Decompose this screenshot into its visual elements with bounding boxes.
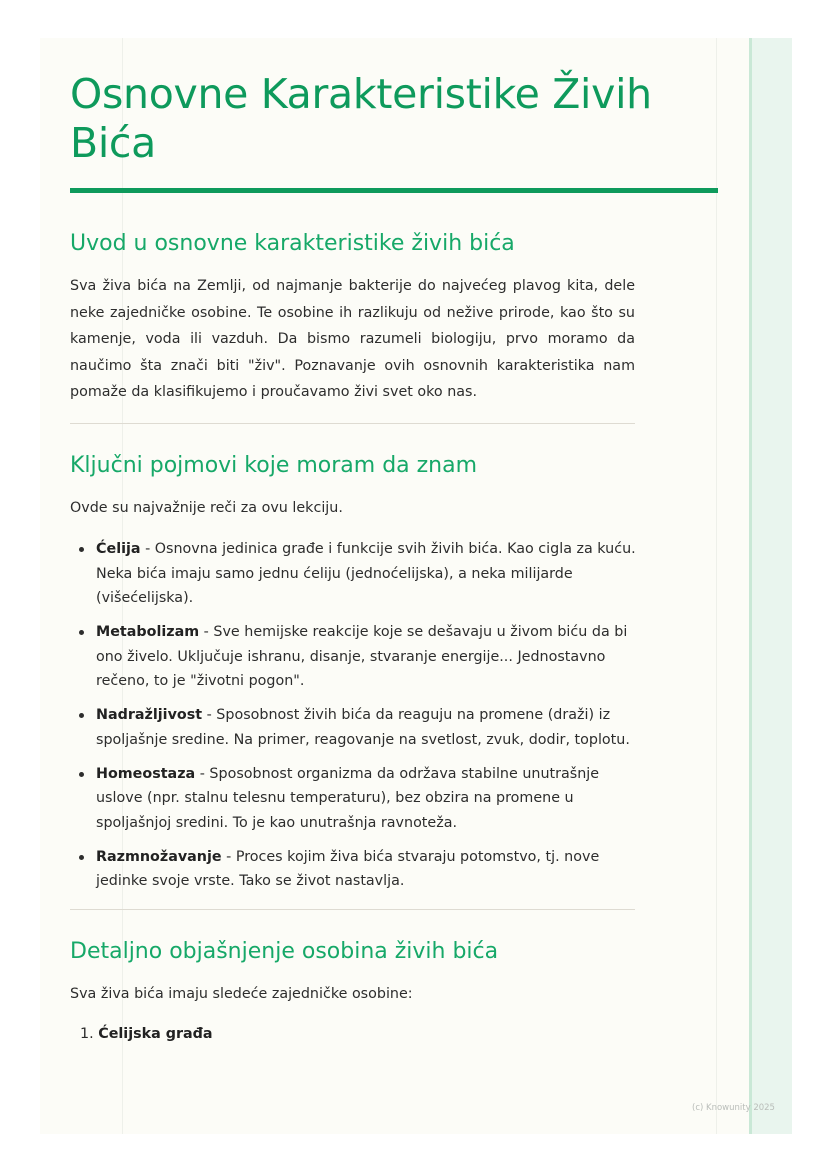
term-label: Homeostaza <box>96 765 196 782</box>
key-terms-list <box>70 537 636 894</box>
bullet-icon <box>79 630 84 635</box>
list-item <box>96 620 636 694</box>
term-label: Ćelija <box>96 541 141 557</box>
feature-label: Ćelijska građa <box>98 1026 213 1042</box>
margin-strip <box>750 38 792 1134</box>
document-content <box>70 70 718 1047</box>
title-underline <box>70 188 718 193</box>
term-definition: - Sposobnost organizma da održava stabilne unutrašnje uslove (npr. stalnu telesnu temperaturu), bez obzira na promene u spoljašnjoj sredini. To je kao unutrašnja ravnoteža. <box>96 765 600 831</box>
term-label: Metabolizam <box>96 624 200 640</box>
key-terms-heading: Ključni pojmovi koje moram da znam <box>70 452 478 478</box>
list-item <box>96 845 636 894</box>
bullet-icon <box>79 547 84 552</box>
margin-strip-border <box>749 38 752 1134</box>
details-lead: Sva živa bića imaju sledeće zajedničke osobine: <box>70 985 413 1002</box>
list-item <box>96 762 636 836</box>
details-heading: Detaljno objašnjenje osobina živih bića <box>70 938 499 964</box>
term-label: Nadražljivost <box>96 707 203 723</box>
copyright-footer: (c) Knowunity 2025 <box>692 1103 775 1113</box>
section-divider <box>70 423 635 424</box>
list-item <box>80 1021 635 1047</box>
item-number: 1. <box>80 1026 94 1042</box>
term-label: Razmnožavanje <box>96 848 222 865</box>
bullet-icon <box>79 855 84 860</box>
key-terms-section <box>70 451 635 894</box>
intro-section <box>70 229 635 406</box>
term-definition: - Sposobnost živih bića da reaguju na promene (draži) iz spoljašnje sredine. Na primer, reagovanje na svetlost, zvuk, dodir, toplotu. <box>96 707 630 748</box>
intro-heading: Uvod u osnovne karakteristike živih bića <box>70 231 515 256</box>
list-item <box>96 703 636 752</box>
details-section <box>70 937 635 1048</box>
features-list <box>70 1021 635 1047</box>
section-divider <box>70 909 635 910</box>
page-title: Osnovne Karakteristike Živih Bića <box>70 70 652 167</box>
list-item <box>96 537 636 611</box>
bullet-icon <box>79 772 84 777</box>
term-definition: - Osnovna jedinica građe i funkcije svih živih bića. Kao cigla za kuću. Neka bića imaju samo jednu ćeliju (jednoćelijska), a neka milijarde (višećelijska). <box>96 541 636 606</box>
intro-paragraph: Sva živa bića na Zemlji, od najmanje bakterije do najvećeg plavog kita, dele neke zajedničke osobine. Te osobine ih razlikuju od nežive prirode, kao što su kamenje, voda ili vazduh. Da bismo razumeli biologiju, prvo moramo da naučimo šta znači biti "živ". Poznavanje ovih osnovnih karakteristika nam pomaže da klasifikujemo i proučavamo živi svet oko nas. <box>70 278 635 400</box>
term-definition: - Proces kojim živa bića stvaraju potomstvo, tj. nove jedinke svoje vrste. Tako se život nastavlja. <box>96 848 600 889</box>
key-terms-lead: Ovde su najvažnije reči za ovu lekciju. <box>70 499 343 516</box>
bullet-icon <box>79 713 84 718</box>
term-definition: - Sve hemijske reakcije koje se dešavaju u živom biću da bi ono živelo. Uključuje ishranu, disanje, stvaranje energije... Jednostavno rečeno, to je "životni pogon". <box>96 624 628 689</box>
